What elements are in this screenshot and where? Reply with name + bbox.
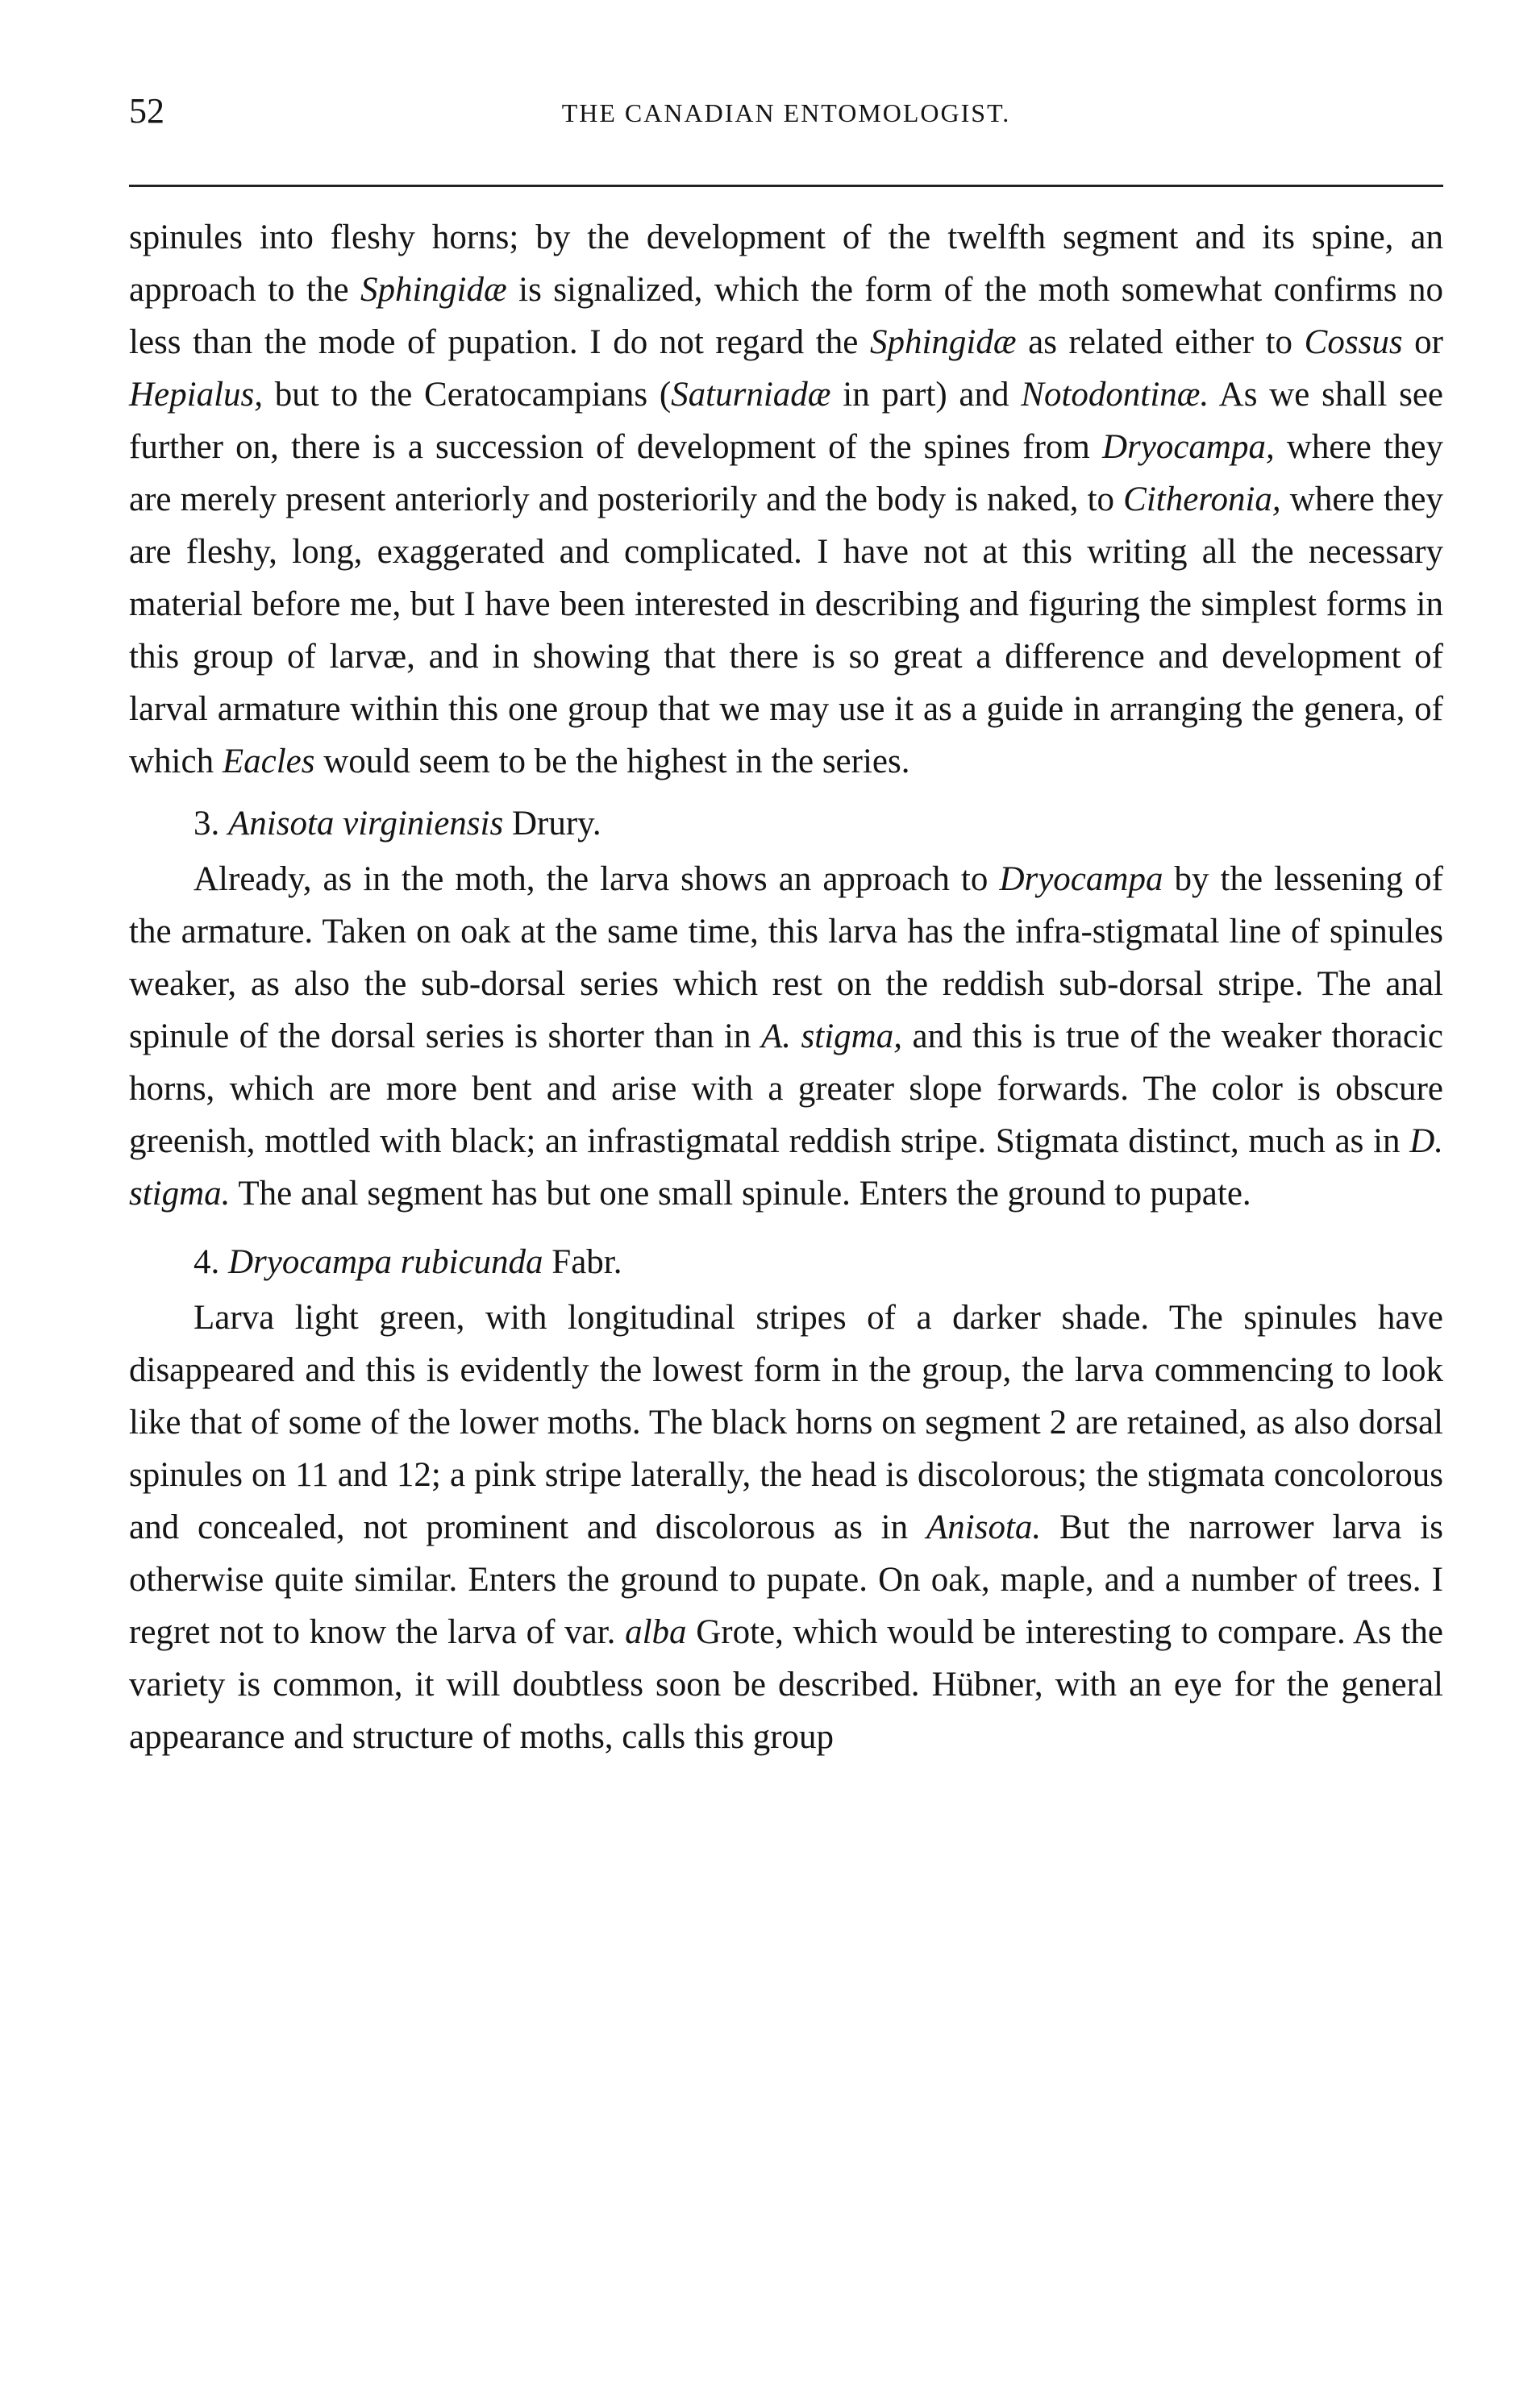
text-run: is signalized, which the form of the moth somewhat confirms no less than the mode of pupation. I do not regard the [129, 271, 1443, 361]
species-heading-dryocampa [129, 1236, 1443, 1288]
text-run: spinules into fleshy horns; by the development of the twelfth segment and its spine, an approach to the [129, 218, 1443, 309]
italic-taxon: Sphingidæ [360, 271, 507, 309]
text-run: As we shall see further on, there is a succession of development of the spines from [129, 376, 1444, 466]
text-run: Grote, which would be interesting to compare. As the variety is common, it will doubtless soon be described. Hübner, with an eye for the general appearance and structure of moths, calls this group [129, 1613, 1443, 1756]
italic-taxon: A. stigma, [760, 1017, 902, 1055]
italic-taxon: Eacles [222, 743, 315, 780]
text-run: where they are fleshy, long, exaggerated and complicated. I have not at this writing all the necessary material before me, but I have been interested in describing and figuring the simplest forms in this group of larvæ, and in showing that there is so great a difference and development of larval armature within this one group that we may use it as a guide in arranging the genera, of which [129, 481, 1443, 780]
page-number: 52 [129, 91, 164, 131]
text-run: as related either to [1016, 323, 1305, 361]
text-run: The anal segment has but one small spinule. Enters the ground to pupate. [230, 1175, 1251, 1213]
species-author: Fabr. [551, 1243, 622, 1281]
header-rule [129, 185, 1443, 187]
body-text [129, 211, 1443, 1763]
paragraph-anisota [129, 853, 1443, 1220]
text-run: but to the Ceratocampians ( [263, 376, 672, 414]
text-run: and this is true of the weaker thoracic horns, which are more bent and arise with a greater slope forwards. The color is obscure greenish, mottled with black; an infrastigmatal reddish stripe. Stigmata distinct, much as in [129, 1017, 1443, 1160]
text-run: Already, as in the moth, the larva shows an approach to [194, 860, 1000, 898]
italic-taxon: Saturniadæ [671, 376, 831, 414]
text-run: But the narrower larva is otherwise quite similar. Enters the ground to pupate. On oak, maple, and a number of trees. I regret not to know the larva of var. [129, 1508, 1443, 1651]
italic-taxon: Citheronia, [1123, 481, 1281, 518]
italic-taxon: Dryocampa [999, 860, 1163, 898]
species-name: Dryocampa rubicunda [228, 1243, 543, 1281]
italic-taxon: Dryocampa, [1101, 428, 1275, 466]
section-number: 3. [194, 805, 220, 843]
species-author: Drury. [511, 805, 601, 843]
species-heading-anisota [129, 797, 1443, 850]
running-head: THE CANADIAN ENTOMOLOGIST. [561, 98, 1011, 127]
text-run: by the lessening of the armature. Taken on oak at the same time, this larva has the infra-stigmatal line of spinules weaker, as also the sub-dorsal series which rest on the reddish sub-dorsal stripe. The anal spinule of the dorsal series is shorter than in [129, 860, 1443, 1055]
text-run: would seem to be the highest in the series. [314, 743, 910, 780]
page-header [129, 90, 1443, 147]
text-run: in part) and [830, 376, 1022, 414]
text-run: Larva light green, with longitudinal stripes of a darker shade. The spinules have disappeared and this is evidently the lowest form in the group, the larva commencing to look like that of some of the lower moths. The black horns on segment 2 are retained, as also dorsal spinules on 11 and 12; a pink stripe laterally, the head is discolorous; the stigmata concolorous and concealed, not prominent and discolorous as in [129, 1299, 1443, 1546]
paragraph-dryocampa [129, 1292, 1443, 1763]
text-run: or [1402, 323, 1443, 361]
text-run: where they are merely present anteriorly and posteriorily and the body is naked, to [129, 428, 1444, 518]
paragraph-continuation [129, 211, 1443, 788]
italic-taxon: D. stigma. [129, 1122, 1443, 1213]
italic-taxon: Sphingidæ [869, 323, 1017, 361]
italic-taxon: alba [625, 1613, 687, 1651]
italic-taxon: Notodontinæ. [1021, 376, 1209, 414]
species-name: Anisota virginiensis [228, 805, 504, 843]
italic-taxon: Anisota. [926, 1508, 1042, 1546]
italic-taxon: Hepialus, [129, 376, 264, 414]
italic-taxon: Cossus [1304, 323, 1403, 361]
section-number: 4. [194, 1243, 220, 1281]
